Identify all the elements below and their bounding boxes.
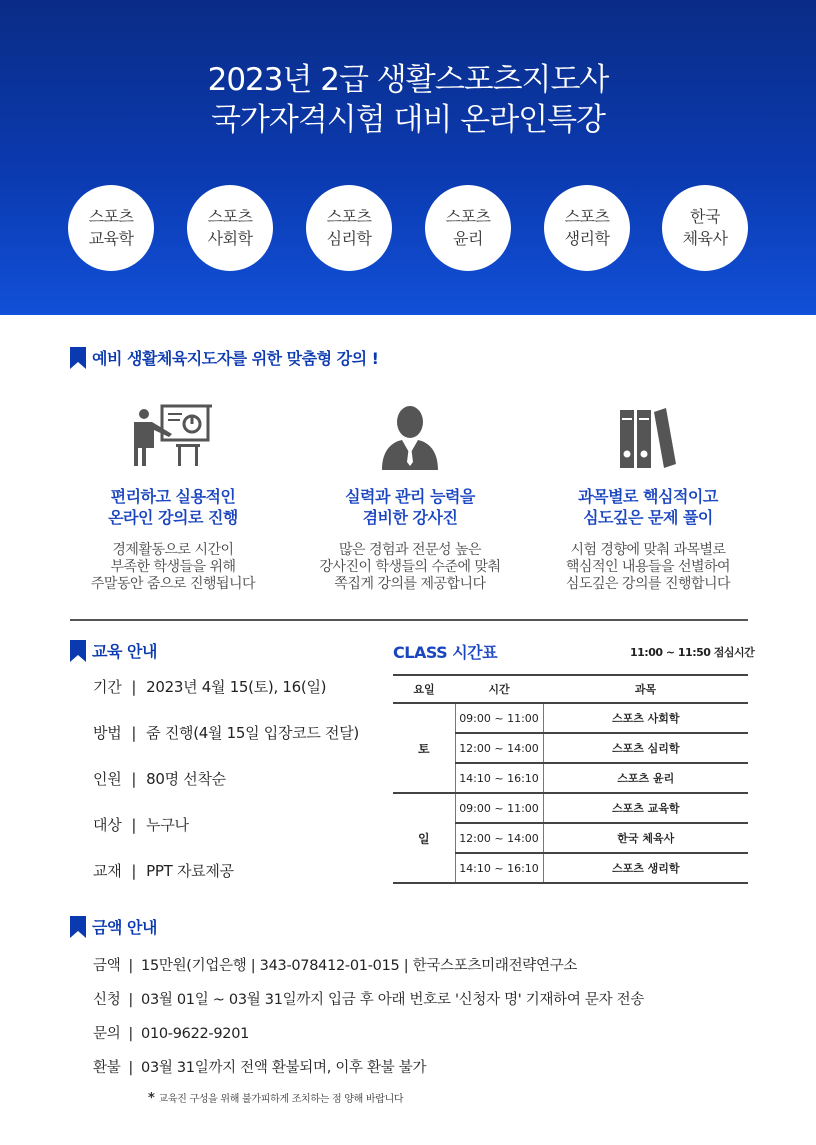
subject-line1: 한국	[690, 207, 720, 226]
hero-title	[0, 60, 816, 140]
feature-desc-line: 경제활동으로 시간이	[112, 542, 234, 558]
fee-row	[93, 1056, 644, 1090]
subject-cell: 스포츠 생리학	[543, 853, 748, 883]
hero-title-line2: 국가자격시험 대비 온라인특강	[210, 102, 605, 138]
instructor-icon	[290, 395, 530, 470]
subject-circle	[544, 185, 630, 271]
time-cell: 09:00 ~ 11:00	[455, 703, 543, 733]
feature-desc-line: 주말동안 줌으로 진행됩니다	[90, 576, 256, 592]
fee-value: 03월 01일 ~ 03월 31일까지 입금 후 아래 번호로 '신청자 명' 기재하여 문자 전송	[141, 992, 645, 1008]
education-value: 2023년 4월 15(토), 16(일)	[146, 678, 327, 696]
header-day: 요일	[393, 675, 455, 703]
schedule-header-row	[393, 675, 748, 703]
bookmark-icon	[70, 347, 86, 369]
feature-desc-line: 강사진이 학생들의 수준에 맞춰	[319, 559, 501, 575]
feature-problems	[528, 395, 768, 593]
subject-line2: 심리학	[326, 229, 372, 248]
time-cell: 09:00 ~ 11:00	[455, 793, 543, 823]
fee-heading-label: 금액 안내	[92, 918, 157, 937]
fee-value: 03월 31일까지 전액 환불되며, 이후 환불 불가	[141, 1060, 427, 1076]
subject-line2: 교육학	[88, 229, 134, 248]
separator: |	[131, 724, 137, 742]
schedule-title: CLASS 시간표	[393, 643, 498, 662]
subject-circle	[662, 185, 748, 271]
feature-title-line: 겸비한 강사진	[362, 508, 458, 527]
fee-heading	[70, 915, 157, 938]
fee-key: 문의	[93, 1026, 121, 1042]
subject-line1: 스포츠	[207, 207, 253, 226]
hero-title-line1: 2023년 2급 생활스포츠지도사	[207, 62, 609, 98]
note-mark: *	[148, 1091, 155, 1106]
bookmark-icon	[70, 916, 86, 938]
feature-desc-line: 많은 경험과 전문성 높은	[338, 542, 482, 558]
feature-title	[53, 486, 293, 528]
education-key: 교재	[93, 862, 122, 880]
education-heading-label: 교육 안내	[92, 642, 157, 661]
intro-heading	[70, 346, 378, 369]
feature-title-line: 편리하고 실용적인	[110, 487, 236, 506]
education-row	[93, 860, 359, 906]
subject-cell: 스포츠 윤리	[543, 763, 748, 793]
fee-row	[93, 954, 644, 988]
hero-banner	[0, 0, 816, 315]
separator: |	[128, 1026, 134, 1042]
feature-desc-line: 시험 경향에 맞춰 과목별로	[570, 542, 726, 558]
time-cell: 14:10 ~ 16:10	[455, 763, 543, 793]
separator: |	[128, 992, 134, 1008]
feature-desc-line: 핵심적인 내용들을 선별하여	[565, 559, 731, 575]
feature-desc	[528, 542, 768, 593]
feature-instructors	[290, 395, 530, 593]
fee-note	[148, 1090, 403, 1106]
subject-cell: 스포츠 사회학	[543, 703, 748, 733]
feature-title-line: 과목별로 핵심적이고	[578, 487, 718, 506]
separator: |	[131, 862, 137, 880]
subject-line2: 체육사	[682, 229, 728, 248]
subject-cell: 스포츠 교육학	[543, 793, 748, 823]
education-row	[93, 768, 359, 814]
feature-title-line: 실력과 관리 능력을	[345, 487, 475, 506]
education-row	[93, 722, 359, 768]
subject-line1: 스포츠	[564, 207, 610, 226]
header-subject: 과목	[543, 675, 748, 703]
subject-line2: 윤리	[453, 229, 483, 248]
separator: |	[128, 1060, 134, 1076]
time-cell: 14:10 ~ 16:10	[455, 853, 543, 883]
fee-key: 금액	[93, 958, 121, 974]
fee-list	[93, 954, 644, 1090]
feature-desc-line: 부족한 학생들을 위해	[110, 559, 236, 575]
subject-circles	[68, 185, 748, 275]
separator: |	[131, 678, 137, 696]
education-key: 인원	[93, 770, 122, 788]
day-cell: 일	[393, 793, 455, 883]
education-value: PPT 자료제공	[146, 862, 234, 880]
subject-cell: 한국 체육사	[543, 823, 748, 853]
section-divider	[70, 619, 748, 621]
lunch-time: 11:00 ~ 11:50 점심시간	[630, 646, 755, 659]
separator: |	[131, 770, 137, 788]
note-text: 교육진 구성을 위해 불가피하게 조치하는 점 양해 바랍니다	[158, 1094, 404, 1105]
fee-value: 010-9622-9201	[141, 1026, 250, 1042]
education-key: 기간	[93, 678, 122, 696]
education-key: 대상	[93, 816, 122, 834]
intro-heading-label: 예비 생활체육지도자를 위한 맞춤형 강의 !	[92, 349, 379, 368]
education-row	[93, 676, 359, 722]
education-list	[93, 676, 359, 906]
subject-line2: 사회학	[207, 229, 253, 248]
feature-desc	[53, 542, 293, 593]
feature-title	[528, 486, 768, 528]
table-row	[393, 793, 748, 823]
fee-value: 15만원(기업은행 | 343-078412-01-015 | 한국스포츠미래전략연구소	[141, 958, 578, 974]
table-row	[393, 703, 748, 733]
feature-title	[290, 486, 530, 528]
time-cell: 12:00 ~ 14:00	[455, 733, 543, 763]
education-value: 누구나	[146, 816, 189, 834]
feature-desc-line: 심도깊은 강의를 진행합니다	[565, 576, 731, 592]
separator: |	[131, 816, 137, 834]
header-time: 시간	[455, 675, 543, 703]
subject-line1: 스포츠	[445, 207, 491, 226]
fee-key: 신청	[93, 992, 121, 1008]
education-value: 줌 진행(4월 15일 입장코드 전달)	[146, 724, 359, 742]
day-cell: 토	[393, 703, 455, 793]
subject-line2: 생리학	[564, 229, 610, 248]
education-row	[93, 814, 359, 860]
subject-circle	[187, 185, 273, 271]
fee-key: 환불	[93, 1060, 121, 1076]
subject-line1: 스포츠	[326, 207, 372, 226]
subject-cell: 스포츠 심리학	[543, 733, 748, 763]
time-cell: 12:00 ~ 14:00	[455, 823, 543, 853]
presentation-icon	[53, 395, 293, 470]
education-value: 80명 선착순	[146, 770, 226, 788]
feature-online	[53, 395, 293, 593]
feature-title-line: 온라인 강의로 진행	[108, 508, 238, 527]
fee-row	[93, 1022, 644, 1056]
bookmark-icon	[70, 640, 86, 662]
separator: |	[128, 958, 134, 974]
education-key: 방법	[93, 724, 122, 742]
schedule-table	[393, 674, 748, 884]
fee-row	[93, 988, 644, 1022]
subject-circle	[425, 185, 511, 271]
subject-circle	[68, 185, 154, 271]
education-heading	[70, 639, 157, 662]
subject-line1: 스포츠	[88, 207, 134, 226]
books-icon	[528, 395, 768, 470]
subject-circle	[306, 185, 392, 271]
feature-desc	[290, 542, 530, 593]
feature-title-line: 심도깊은 문제 풀이	[583, 508, 713, 527]
feature-desc-line: 쪽집게 강의를 제공합니다	[334, 576, 486, 592]
